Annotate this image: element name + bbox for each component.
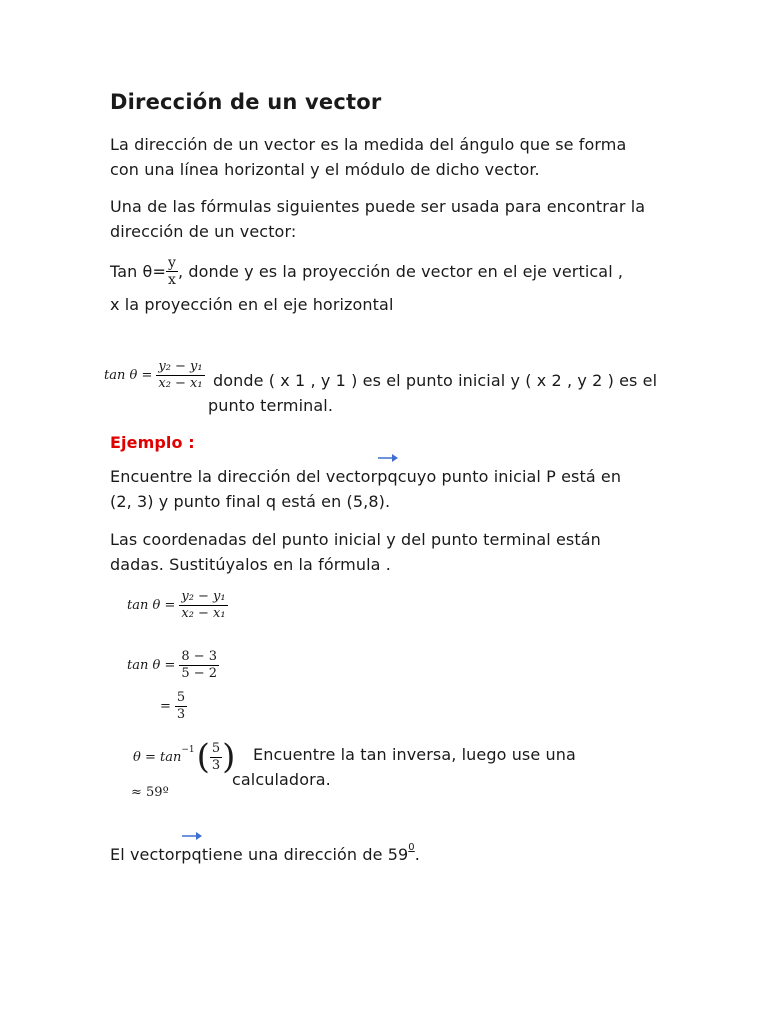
vector-pq — [181, 842, 202, 867]
fraction-denominator: 3 — [176, 707, 186, 722]
conclusion-text: El vector — [110, 845, 182, 864]
note-line: Encuentre la tan inversa, luego use una — [253, 745, 576, 764]
conclusion-text: . — [414, 845, 420, 864]
vector-arrow-icon — [377, 453, 399, 463]
statement-text: cuyo punto inicial P está en — [397, 467, 622, 486]
step-3-result — [160, 691, 187, 722]
intro-paragraph-2 — [110, 194, 645, 244]
fraction-denominator: x₂ − x₁ — [158, 376, 203, 391]
step-4-inverse — [133, 737, 236, 777]
step-1-formula — [127, 590, 228, 621]
formula-text-line: donde ( x 1 , y 1 ) es el punto inicial y ( x 2 , y 2 ) es el — [213, 371, 658, 390]
fraction-numerator: y — [167, 255, 176, 271]
close-paren: ) — [222, 737, 236, 777]
example-heading: Ejemplo : — [110, 433, 195, 452]
vector-label: pq — [377, 467, 398, 486]
tan-suffix: , donde y es la proyección de vector en el eje vertical , — [177, 262, 624, 281]
conclusion-text: tiene una dirección de 59 — [201, 845, 409, 864]
formula-text-line: punto terminal. — [208, 396, 334, 415]
formula-lhs: tan θ = — [127, 598, 176, 613]
fraction-denominator: x — [167, 272, 176, 288]
formula-fraction — [175, 691, 187, 722]
ratio-fraction — [166, 256, 178, 287]
degree-mark: 0 — [408, 842, 415, 853]
formula-fraction — [179, 650, 219, 681]
vector-pq — [377, 464, 398, 489]
example-statement — [110, 464, 621, 514]
formula-fraction — [156, 360, 204, 391]
equals-sign: = — [160, 699, 171, 714]
page-title: Dirección de un vector — [110, 90, 382, 114]
fraction-denominator: x₂ − x₁ — [181, 606, 226, 621]
inverse-exponent: −1 — [181, 745, 195, 755]
formula-lhs: θ = tan — [133, 749, 182, 765]
example-explanation — [110, 527, 601, 577]
formula-fraction — [210, 742, 222, 773]
tan-definition — [110, 256, 623, 287]
step-5-approx: ≈ 59º — [131, 785, 169, 800]
fraction-numerator: y₂ − y₁ — [158, 359, 203, 374]
fraction-numerator: 8 − 3 — [181, 649, 218, 664]
intro-line: Una de las fórmulas siguientes puede ser usada para encontrar la — [110, 197, 646, 216]
open-paren: ( — [196, 737, 210, 777]
tan-definition-line-2: x la proyección en el eje horizontal — [110, 295, 394, 314]
tan-prefix: Tan θ= — [110, 262, 166, 281]
intro-paragraph-1 — [110, 132, 626, 182]
fraction-numerator: 5 — [176, 690, 186, 705]
vector-arrow-icon — [181, 831, 203, 841]
general-formula-text — [208, 368, 657, 418]
step-2-substitution — [127, 650, 219, 681]
fraction-numerator: 5 — [211, 740, 221, 756]
intro-line: La dirección de un vector es la medida del ángulo que se forma — [110, 135, 627, 154]
statement-text: (2, 3) y punto final q está en (5,8). — [110, 492, 391, 511]
step-4-note — [232, 742, 576, 792]
intro-line: dirección de un vector: — [110, 222, 297, 241]
note-line: calculadora. — [232, 770, 331, 789]
general-formula — [104, 360, 205, 391]
formula-lhs: tan θ = — [104, 368, 153, 383]
formula-lhs: tan θ = — [127, 658, 176, 673]
explanation-line: dadas. Sustitúyalos en la fórmula . — [110, 555, 391, 574]
vector-label: pq — [181, 845, 202, 864]
statement-text: Encuentre la dirección del vector — [110, 467, 378, 486]
formula-fraction — [179, 590, 227, 621]
fraction-numerator: y₂ − y₁ — [181, 589, 226, 604]
intro-line: con una línea horizontal y el módulo de dicho vector. — [110, 160, 540, 179]
fraction-denominator: 3 — [211, 757, 221, 773]
conclusion — [110, 842, 420, 867]
explanation-line: Las coordenadas del punto inicial y del punto terminal están — [110, 530, 601, 549]
fraction-denominator: 5 − 2 — [181, 666, 218, 681]
